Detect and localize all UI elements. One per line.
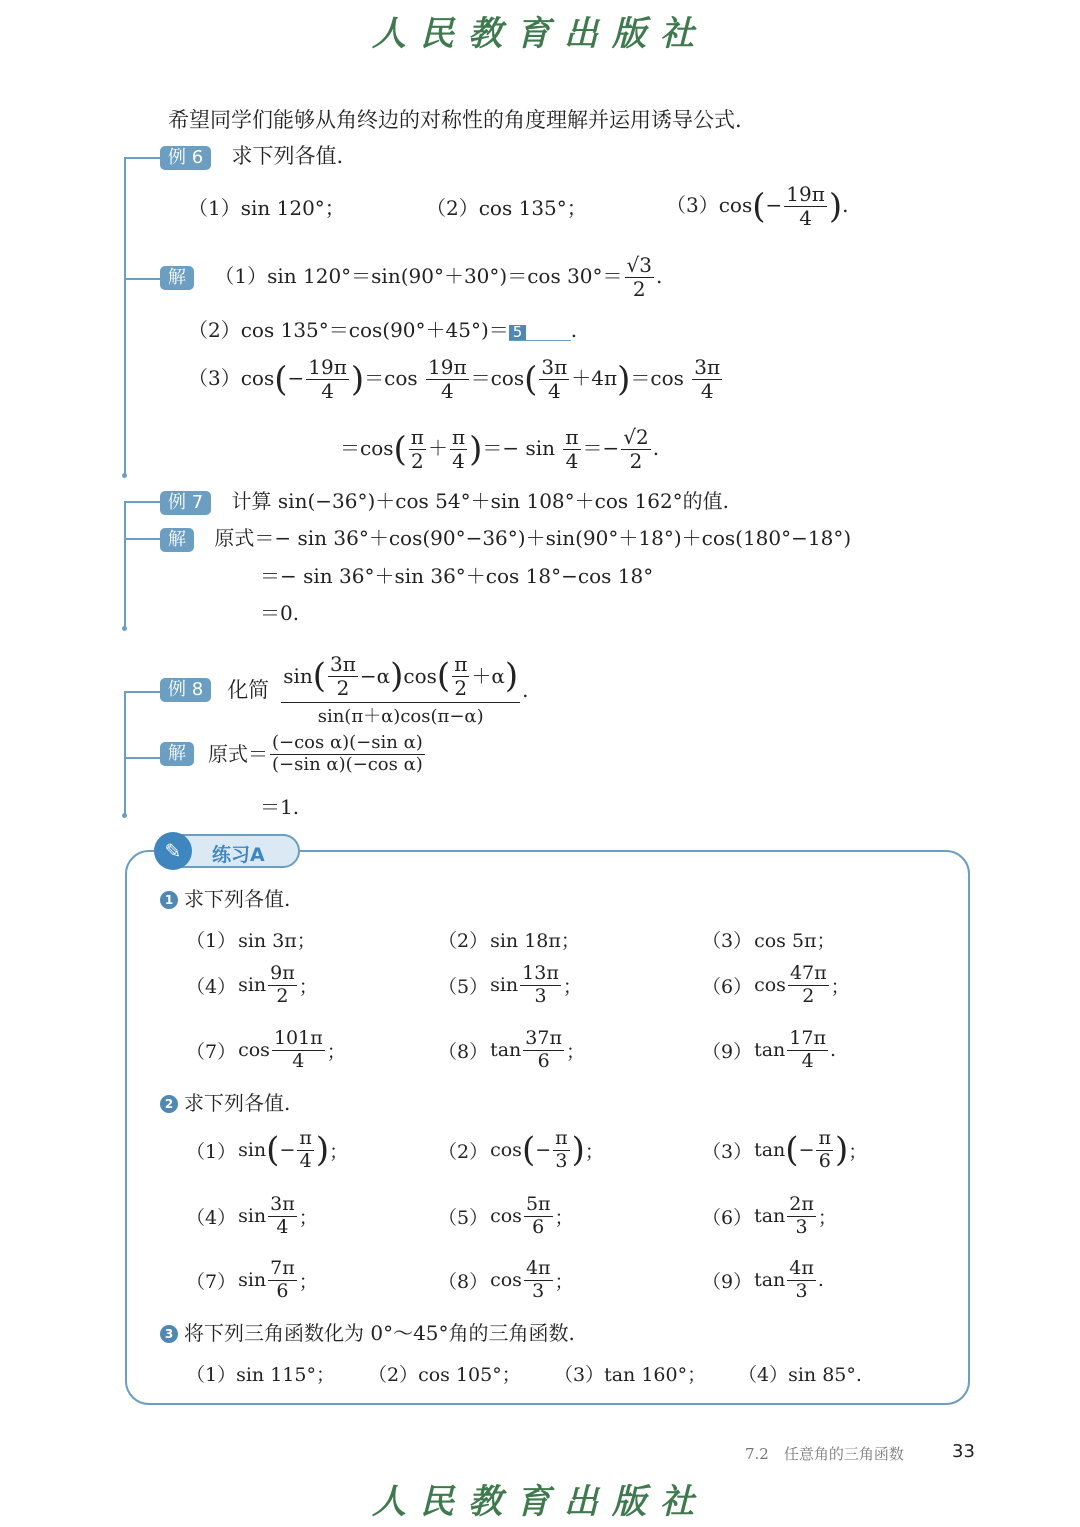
solution6-bracket — [124, 278, 160, 280]
example7-header — [160, 491, 729, 515]
fraction: $\frac{\pi}{4}$ — [451, 425, 466, 473]
q2-item-1: （1） sin ( − $\frac{\pi}{4}$ ) ； — [186, 1127, 349, 1172]
solution7-line2: ＝− sin 36°＋sin 36°＋cos 18°−cos 18° — [260, 564, 654, 588]
q1-item-5: （5） sin $\frac{13\pi}{3}$ ； — [438, 962, 582, 1007]
fraction: $\frac{√3}{2}$ — [626, 253, 652, 301]
exercise-q3-prompt: 3 将下列三角函数化为 0°～45°角的三角函数. — [160, 1323, 575, 1343]
fraction: $\frac{7\pi}{6}$ — [270, 1257, 295, 1302]
example6-header — [160, 146, 343, 170]
q2-item-4: （4） sin $\frac{3\pi}{4}$ ； — [186, 1193, 318, 1238]
fraction: $\frac{13\pi}{3}$ — [522, 962, 559, 1007]
fraction: $\frac{19\pi}{4}$ — [786, 182, 825, 230]
example6-item-1: （1）sin 120°； — [188, 196, 345, 220]
q1-item-9: （9） tan $\frac{17\pi}{4}$ . — [702, 1027, 837, 1072]
q1-item-3: （3） cos 5π； — [702, 930, 836, 952]
solution7-tag: 解 — [160, 528, 194, 552]
solution7-bracket — [124, 538, 160, 540]
intro-text: 希望同学们能够从角终边的对称性的角度理解并运用诱导公式. — [168, 108, 742, 132]
footer-section-title: 7.2 任意角的三角函数 — [745, 1445, 904, 1463]
fraction: $\frac{4\pi}{3}$ — [525, 1257, 551, 1302]
example8-header: 例 8 化简 sin ( $\frac{3\pi}{2}$ −α ) cos ( $\frac{\pi}{2}$ ＋α ) sin(π＋α)cos(π−α) . — [160, 640, 528, 740]
fraction: $\frac{101\pi}{4}$ — [273, 1027, 323, 1072]
fraction: $\frac{\text{(−cos α)(−sin α)}}{\text{(−sin α)(−cos α)}}$ — [272, 732, 423, 775]
solution8-bracket — [124, 757, 160, 759]
example8-bracket-top — [124, 691, 160, 693]
question-number-badge: 1 — [160, 891, 178, 909]
example6-bracket — [124, 158, 126, 476]
bracket-end-dot — [122, 626, 127, 631]
fraction: $\frac{19\pi}{4}$ — [308, 355, 347, 403]
example7-tag: 例 7 — [160, 491, 211, 515]
exercise-q1-prompt: 1 求下列各值. — [160, 889, 290, 909]
fraction: $\frac{3\pi}{4}$ — [270, 1193, 295, 1238]
example6-item-3: （3）cos(− $\frac{19\pi}{4}$ ). — [666, 182, 849, 230]
fraction: $\frac{\pi}{4}$ — [565, 425, 579, 473]
fraction: $\frac{\pi}{4}$ — [299, 1127, 312, 1172]
q3-item-4: （4）sin 85°. — [738, 1364, 862, 1386]
fraction: $\frac{17\pi}{4}$ — [789, 1027, 826, 1072]
fraction: $\frac{47\pi}{2}$ — [789, 962, 827, 1007]
fraction: $\frac{2\pi}{3}$ — [789, 1193, 814, 1238]
fraction: $\frac{5\pi}{6}$ — [525, 1193, 551, 1238]
q3-item-1: （1）sin 115°； — [186, 1364, 335, 1386]
solution6-line3: （3）cos(− $\frac{19\pi}{4}$ )＝cos $\frac{19\pi}{4}$ ＝cos( $\frac{3\pi}{4}$ ＋4π)＝cos $\frac{3\pi}{4}$ — [188, 355, 721, 403]
solution7-line1: 解 原式＝− sin 36°＋cos(90°−36°)＋sin(90°＋18°)＋cos(180°−18°) — [160, 528, 851, 552]
example6-prompt: 求下列各值. — [231, 144, 344, 168]
q3-item-2: （2）cos 105°； — [368, 1364, 521, 1386]
fraction: $\frac{√2}{2}$ — [623, 425, 649, 473]
example7-prompt: 计算 sin(−36°)＋cos 54°＋sin 108°＋cos 162°的值. — [231, 489, 730, 513]
q2-item-3: （3） tan ( − $\frac{\pi}{6}$ ) ； — [702, 1127, 868, 1172]
q2-item-8: （8） cos $\frac{4\pi}{3}$ ； — [438, 1257, 574, 1302]
example6-tag: 例 6 — [160, 146, 211, 170]
bracket-end-dot — [122, 473, 127, 478]
solution6-line2: （2）cos 135°＝cos(90°＋45°)＝ 5 . — [188, 318, 578, 342]
q2-item-2: （2） cos ( − $\frac{\pi}{3}$ ) ； — [438, 1127, 604, 1172]
q3-item-3: （3）tan 160°； — [554, 1364, 707, 1386]
fraction: $\frac{9\pi}{2}$ — [270, 962, 295, 1007]
bracket-end-dot — [122, 813, 127, 818]
q2-item-6: （6） tan $\frac{2\pi}{3}$ ； — [702, 1193, 837, 1238]
question-number-badge: 3 — [160, 1325, 178, 1343]
solution7-line3: ＝0. — [260, 601, 300, 625]
fill-in-blank[interactable]: 5 — [509, 320, 571, 341]
solution8-result: ＝1. — [260, 795, 300, 819]
solution6-tag: 解 — [160, 266, 194, 290]
fraction: $\frac{\pi}{3}$ — [555, 1127, 568, 1172]
q2-item-7: （7） sin $\frac{7\pi}{6}$ ； — [186, 1257, 318, 1302]
q1-item-1: （1） sin 3π； — [186, 930, 316, 952]
publisher-logo-top: 人民教育出版社 — [372, 14, 708, 54]
solution8-line1: 解 原式＝ $\frac{\text{(−cos α)(−sin α)}}{\text{(−sin α)(−cos α)}}$ — [160, 733, 427, 775]
q1-item-7: （7） cos $\frac{101\pi}{4}$ ； — [186, 1027, 346, 1072]
fraction: $\frac{19\pi}{4}$ — [428, 355, 467, 403]
example6-item-2: （2）cos 135°； — [426, 196, 587, 220]
solution8-tag: 解 — [160, 742, 194, 766]
fraction: $\frac{37\pi}{6}$ — [525, 1027, 562, 1072]
q1-item-6: （6） cos $\frac{47\pi}{2}$ ； — [702, 962, 850, 1007]
fraction: $\frac{\pi}{2}$ — [410, 425, 424, 473]
solution6-line4: ＝cos( $\frac{\pi}{2}$ ＋ $\frac{\pi}{4}$ )＝− sin $\frac{\pi}{4}$ ＝− $\frac{√2}{2}$ . — [340, 425, 660, 473]
pencil-check-icon: ✎ — [154, 832, 192, 870]
example7-bracket — [124, 502, 126, 628]
fraction: sin ( $\frac{3\pi}{2}$ −α ) cos ( $\frac{\pi}{2}$ ＋α ) sin(π＋α)cos(π−α) — [283, 651, 519, 727]
fraction: $\frac{\pi}{6}$ — [818, 1127, 831, 1172]
exercise-q2-prompt: 2 求下列各值. — [160, 1093, 290, 1113]
q1-item-2: （2） sin 18π； — [438, 930, 580, 952]
example8-bracket — [124, 692, 126, 816]
page-number: 33 — [952, 1441, 975, 1462]
solution6-line1: 解 （1）sin 120°＝sin(90°＋30°)＝cos 30°＝ $\frac{√3}{2}$ . — [160, 254, 662, 301]
example7-bracket-top — [124, 501, 160, 503]
question-number-badge: 2 — [160, 1095, 178, 1113]
fraction: $\frac{3\pi}{4}$ — [541, 355, 568, 403]
q1-item-8: （8） tan $\frac{37\pi}{6}$ ； — [438, 1027, 585, 1072]
fraction: $\frac{4\pi}{3}$ — [789, 1257, 814, 1302]
q1-item-4: （4） sin $\frac{9\pi}{2}$ ； — [186, 962, 318, 1007]
publisher-logo-bottom: 人民教育出版社 — [372, 1482, 708, 1522]
example8-tag: 例 8 — [160, 678, 211, 702]
exercise-title-badge: ✎ 练习A — [158, 834, 300, 868]
q2-item-9: （9） tan $\frac{4\pi}{3}$ . — [702, 1257, 824, 1302]
example6-bracket-top — [124, 157, 160, 159]
fraction: $\frac{3\pi}{4}$ — [694, 355, 721, 403]
q2-item-5: （5） cos $\frac{5\pi}{6}$ ； — [438, 1193, 574, 1238]
